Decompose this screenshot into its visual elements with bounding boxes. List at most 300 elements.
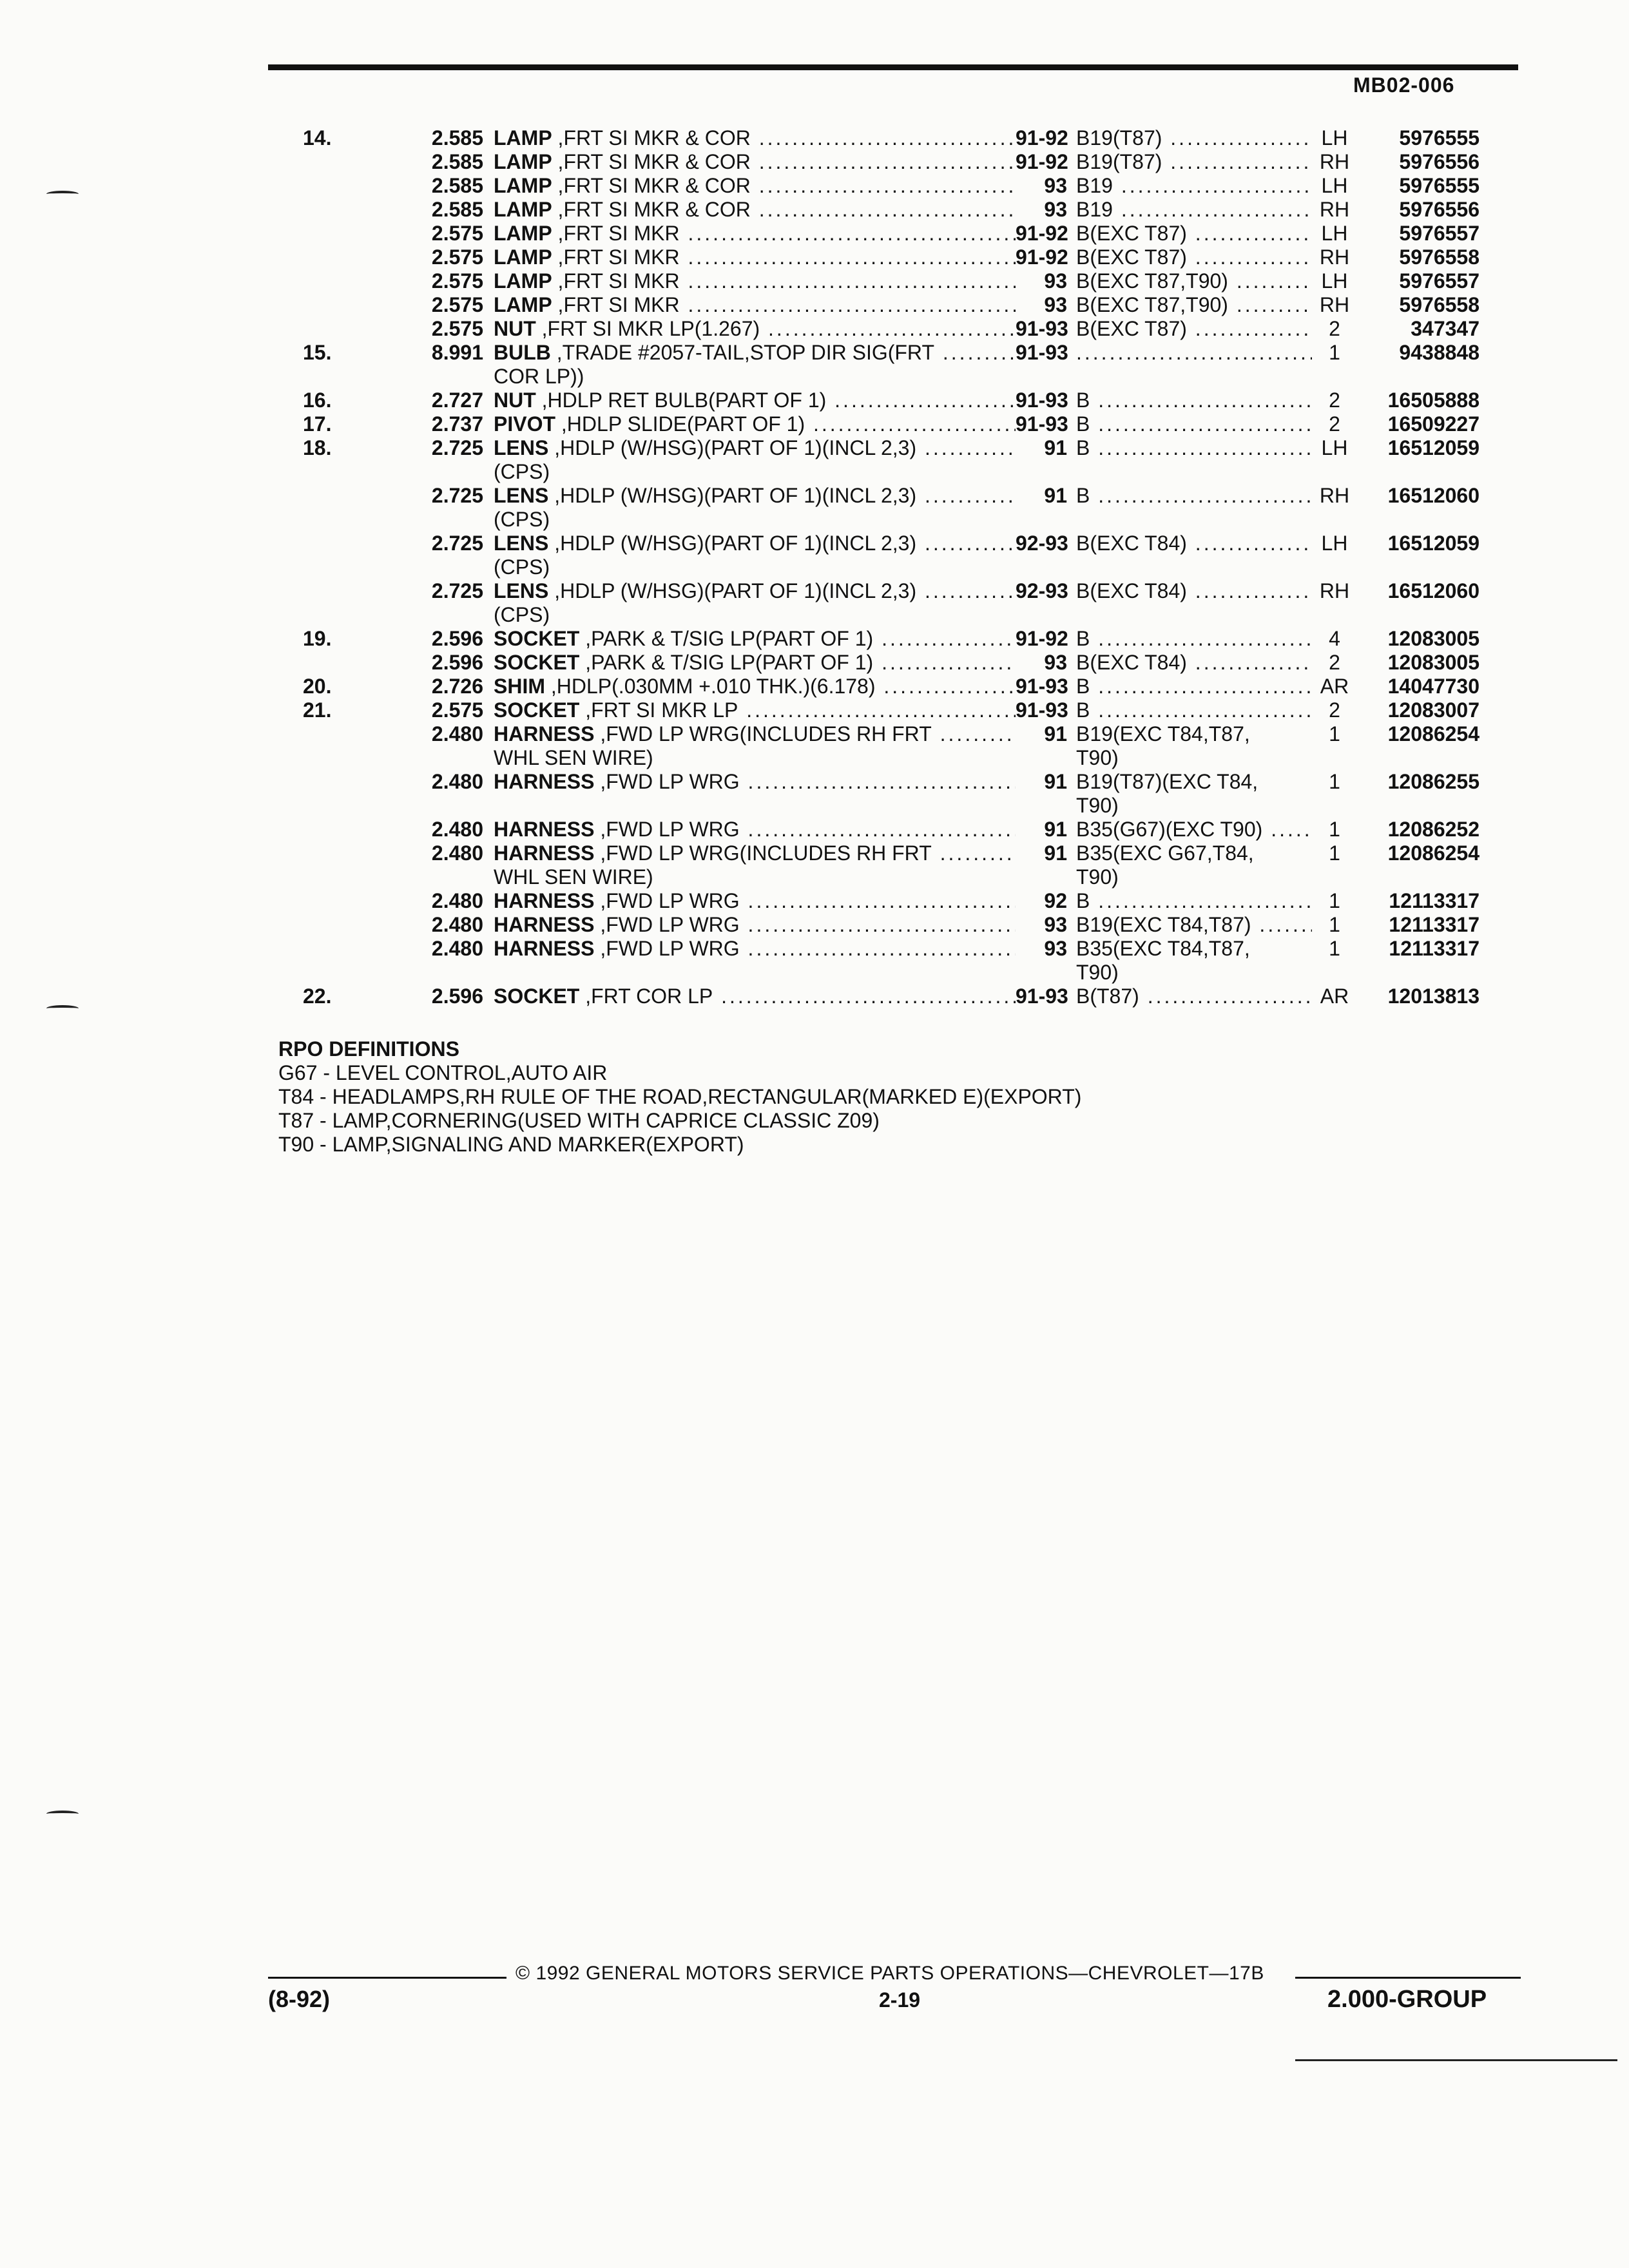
group-number: 2.575 — [431, 269, 483, 293]
part-description — [494, 412, 1016, 436]
model-applicability — [1076, 579, 1312, 603]
model-code: B ..... — [1076, 484, 1312, 508]
group-number: 2.575 — [431, 317, 483, 340]
rpo-title: RPO DEFINITIONS — [278, 1037, 459, 1061]
model-code: B35(G67)(EXC T90) ..... — [1076, 818, 1312, 841]
part-number: 9438848 — [1399, 341, 1480, 364]
part-number: 12086254 — [1387, 841, 1480, 865]
model-applicability — [1076, 818, 1312, 841]
table-row — [303, 627, 1527, 651]
model-code: B19(T87) ..... — [1076, 126, 1312, 150]
margin-mark — [46, 191, 79, 197]
part-detail: ,HDLP(.030MM +.010 THK.)(6.178) — [550, 675, 876, 698]
group-number: 2.737 — [431, 412, 483, 436]
part-number: 347347 — [1411, 317, 1480, 340]
quantity: 1 — [1329, 913, 1340, 936]
table-row — [303, 818, 1527, 841]
quantity: RH — [1319, 245, 1350, 269]
copyright-notice: © 1992 GENERAL MOTORS SERVICE PARTS OPERATIONS—CHEVROLET—17B — [516, 1963, 1264, 1984]
part-description — [494, 317, 1016, 341]
group-number: 2.585 — [431, 150, 483, 173]
part-description — [494, 985, 1016, 1008]
model-applicability — [1076, 436, 1312, 460]
table-row — [303, 722, 1527, 770]
model-code: B ..... — [1076, 889, 1312, 913]
model-years: 91-93 — [1016, 412, 1068, 436]
part-description — [494, 389, 1016, 412]
model-years: 93 — [1044, 174, 1067, 197]
part-number: 5976556 — [1399, 150, 1480, 173]
model-years: 91-93 — [1016, 985, 1068, 1008]
ref-number: 17. — [303, 412, 332, 436]
part-number: 5976558 — [1399, 293, 1480, 316]
ref-number: 14. — [303, 126, 332, 149]
part-description — [494, 675, 1016, 698]
part-description — [494, 436, 1016, 484]
model-years: 91 — [1044, 841, 1067, 865]
part-description — [494, 937, 1016, 961]
group-number: 2.725 — [431, 579, 483, 602]
model-code: B(T87) ..... — [1076, 985, 1312, 1008]
group-number: 2.480 — [431, 818, 483, 841]
quantity: 2 — [1329, 651, 1340, 674]
part-description — [494, 174, 1016, 198]
model-years: 91-93 — [1016, 698, 1068, 722]
parts-table — [303, 126, 1527, 1008]
model-applicability — [1076, 651, 1312, 675]
model-years: 91-92 — [1016, 222, 1068, 245]
part-detail: ,FWD LP WRG — [600, 770, 740, 793]
part-detail: ,HDLP RET BULB(PART OF 1) — [541, 389, 827, 412]
part-detail: ,FRT SI MKR LP(1.267) — [541, 317, 760, 340]
group-number: 2.480 — [431, 913, 483, 936]
part-number: 5976556 — [1399, 198, 1480, 221]
part-name: LAMP — [494, 269, 552, 293]
part-name: PIVOT — [494, 412, 556, 436]
part-number: 12113317 — [1389, 913, 1480, 936]
model-applicability — [1076, 389, 1312, 412]
model-years: 91-92 — [1016, 126, 1068, 149]
model-years: 91-92 — [1016, 627, 1068, 650]
revision-date: (8-92) — [268, 1986, 331, 2012]
part-name: LENS — [494, 484, 549, 507]
ref-number: 21. — [303, 698, 332, 722]
ref-number: 22. — [303, 985, 332, 1008]
model-years: 91-92 — [1016, 150, 1068, 173]
model-code: B ..... — [1076, 627, 1312, 651]
part-name: HARNESS — [494, 913, 595, 936]
part-description — [494, 651, 1016, 675]
quantity: RH — [1319, 198, 1350, 221]
part-name: SOCKET — [494, 985, 580, 1008]
model-years: 91 — [1044, 436, 1067, 459]
part-detail: ,FRT SI MKR & COR — [557, 150, 751, 173]
model-applicability — [1076, 627, 1312, 651]
model-years: 92-93 — [1016, 579, 1068, 602]
model-code: B35(EXC T84,T87, — [1076, 937, 1250, 960]
group-number: 2.585 — [431, 174, 483, 197]
model-applicability — [1076, 174, 1312, 198]
part-number: 12086254 — [1387, 722, 1480, 745]
group-number: 2.480 — [431, 722, 483, 745]
model-code — [1076, 341, 1312, 365]
part-detail: ,FWD LP WRG — [600, 818, 740, 841]
group-number: 2.575 — [431, 293, 483, 316]
part-number: 12086252 — [1387, 818, 1480, 841]
model-years: 93 — [1044, 293, 1067, 316]
part-name: SOCKET — [494, 651, 580, 674]
model-code: B(EXC T84) ..... — [1076, 532, 1312, 555]
part-number: 16512059 — [1387, 532, 1480, 555]
model-applicability — [1076, 245, 1312, 269]
group-number: 2.575 — [431, 698, 483, 722]
table-row — [303, 198, 1527, 222]
model-applicability — [1076, 484, 1312, 508]
model-applicability — [1076, 269, 1312, 293]
model-years: 91-93 — [1016, 341, 1068, 364]
group-number: 2.596 — [431, 985, 483, 1008]
part-detail: ,FWD LP WRG — [600, 913, 740, 936]
quantity: 1 — [1329, 841, 1340, 865]
rpo-item-t90: T90 - LAMP,SIGNALING AND MARKER(EXPORT) — [278, 1133, 744, 1156]
group-number: 8.991 — [431, 341, 483, 364]
part-name: HARNESS — [494, 937, 595, 960]
part-description — [494, 841, 1016, 889]
part-name: LAMP — [494, 174, 552, 197]
table-row — [303, 389, 1527, 412]
part-name: LAMP — [494, 126, 552, 149]
part-description — [494, 722, 1016, 770]
model-code: B19(EXC T84,T87) ..... — [1076, 913, 1312, 937]
table-row — [303, 174, 1527, 198]
part-name: HARNESS — [494, 818, 595, 841]
table-row — [303, 412, 1527, 436]
part-number: 5976557 — [1399, 222, 1480, 245]
group-number: 2.480 — [431, 770, 483, 793]
part-description — [494, 818, 1016, 841]
table-row — [303, 126, 1527, 150]
part-description — [494, 245, 1016, 269]
part-detail-continued: (CPS) — [494, 508, 550, 531]
model-years: 93 — [1044, 269, 1067, 293]
part-number: 5976558 — [1399, 245, 1480, 269]
rpo-item-t87: T87 - LAMP,CORNERING(USED WITH CAPRICE CLASSIC Z09) — [278, 1109, 880, 1132]
quantity: RH — [1319, 579, 1350, 602]
rpo-item-t84: T84 - HEADLAMPS,RH RULE OF THE ROAD,RECTANGULAR(MARKED E)(EXPORT) — [278, 1085, 1082, 1108]
model-applicability — [1076, 698, 1312, 722]
part-description — [494, 150, 1016, 174]
part-detail: ,FWD LP WRG(INCLUDES RH FRT — [600, 722, 932, 745]
ref-number: 15. — [303, 341, 332, 364]
part-detail: ,FWD LP WRG — [600, 937, 740, 960]
quantity: 2 — [1329, 698, 1340, 722]
part-number: 16512060 — [1387, 484, 1480, 507]
model-code: B19(EXC T84,T87, — [1076, 722, 1250, 745]
ref-number: 16. — [303, 389, 332, 412]
model-applicability — [1076, 985, 1312, 1008]
group-number: 2.575 — [431, 222, 483, 245]
model-years: 91 — [1044, 484, 1067, 507]
part-detail: ,TRADE #2057-TAIL,STOP DIR SIG(FRT — [556, 341, 934, 364]
quantity: 1 — [1329, 341, 1340, 364]
rpo-definitions — [278, 1037, 1081, 1157]
model-code: B19(T87) ..... — [1076, 150, 1312, 174]
footer-rule-right — [1295, 1977, 1521, 1979]
part-number: 16509227 — [1387, 412, 1480, 436]
top-rule — [268, 64, 1518, 70]
table-row — [303, 245, 1527, 269]
model-code: B(EXC T84) ..... — [1076, 579, 1312, 603]
part-detail: ,FRT SI MKR — [557, 222, 680, 245]
table-row — [303, 675, 1527, 698]
part-name: LENS — [494, 532, 549, 555]
part-detail: ,FRT SI MKR — [557, 245, 680, 269]
model-code-continued: T90) — [1076, 865, 1119, 889]
quantity: RH — [1319, 150, 1350, 173]
part-name: LAMP — [494, 222, 552, 245]
table-row — [303, 222, 1527, 245]
table-row — [303, 293, 1527, 317]
model-applicability — [1076, 722, 1312, 770]
part-detail: ,FRT SI MKR & COR — [557, 174, 751, 197]
model-code: B ..... — [1076, 436, 1312, 460]
part-number: 12113317 — [1389, 889, 1480, 912]
part-name: SOCKET — [494, 627, 580, 650]
model-applicability — [1076, 126, 1312, 150]
model-years: 91 — [1044, 770, 1067, 793]
model-code: B19 ..... — [1076, 174, 1312, 198]
part-detail: ,FRT SI MKR & COR — [557, 198, 751, 221]
model-applicability — [1076, 317, 1312, 341]
group-number: 2.480 — [431, 889, 483, 912]
model-code: B(EXC T87,T90) ..... — [1076, 293, 1312, 317]
model-applicability — [1076, 293, 1312, 317]
part-name: LAMP — [494, 150, 552, 173]
part-name: HARNESS — [494, 889, 595, 912]
part-number: 12083007 — [1387, 698, 1480, 722]
table-row — [303, 770, 1527, 818]
part-description — [494, 269, 1016, 293]
model-applicability — [1076, 222, 1312, 245]
model-code: B(EXC T87) ..... — [1076, 222, 1312, 245]
table-row — [303, 317, 1527, 341]
page-number: 2-19 — [879, 1988, 921, 2012]
part-number: 12083005 — [1387, 651, 1480, 674]
quantity: AR — [1320, 985, 1349, 1008]
table-row — [303, 985, 1527, 1008]
part-number: 5976557 — [1399, 269, 1480, 293]
part-description — [494, 341, 1016, 389]
part-detail: ,PARK & T/SIG LP(PART OF 1) — [585, 651, 874, 674]
part-description — [494, 126, 1016, 150]
model-applicability — [1076, 913, 1312, 937]
model-years: 91-93 — [1016, 317, 1068, 340]
quantity: 1 — [1329, 937, 1340, 960]
ref-number: 19. — [303, 627, 332, 650]
ref-number: 18. — [303, 436, 332, 459]
model-applicability — [1076, 412, 1312, 436]
part-detail: ,FRT COR LP — [585, 985, 713, 1008]
margin-mark — [46, 1005, 79, 1012]
group-number: 2.727 — [431, 389, 483, 412]
quantity: 2 — [1329, 412, 1340, 436]
part-number: 16512059 — [1387, 436, 1480, 459]
model-applicability — [1076, 937, 1312, 985]
model-code: B(EXC T84) ..... — [1076, 651, 1312, 675]
document-code: MB02-006 — [1353, 73, 1455, 97]
part-description — [494, 532, 1016, 579]
part-detail: ,FRT SI MKR LP — [585, 698, 738, 722]
group-number: 2.726 — [431, 675, 483, 698]
quantity: LH — [1321, 174, 1348, 197]
part-name: SHIM — [494, 675, 545, 698]
quantity: 1 — [1329, 818, 1340, 841]
table-row — [303, 913, 1527, 937]
group-number: 2.596 — [431, 651, 483, 674]
part-name: LENS — [494, 436, 549, 459]
model-applicability — [1076, 532, 1312, 555]
model-years: 91 — [1044, 722, 1067, 745]
quantity: 1 — [1329, 722, 1340, 745]
table-row — [303, 484, 1527, 532]
model-years: 93 — [1044, 651, 1067, 674]
model-code: B35(EXC G67,T84, — [1076, 841, 1254, 865]
model-years: 91-92 — [1016, 245, 1068, 269]
model-applicability — [1076, 889, 1312, 913]
quantity: LH — [1321, 126, 1348, 149]
model-years: 93 — [1044, 937, 1067, 960]
table-row — [303, 937, 1527, 985]
table-row — [303, 269, 1527, 293]
part-name: LENS — [494, 579, 549, 602]
quantity: LH — [1321, 436, 1348, 459]
footer-rule-left — [268, 1977, 506, 1979]
part-detail: ,FWD LP WRG — [600, 889, 740, 912]
group-number: 2.585 — [431, 198, 483, 221]
model-code: B19 ..... — [1076, 198, 1312, 222]
part-detail-continued: COR LP)) — [494, 365, 584, 388]
part-name: HARNESS — [494, 770, 595, 793]
part-detail-continued: (CPS) — [494, 460, 550, 483]
part-name: HARNESS — [494, 841, 595, 865]
part-detail: ,HDLP SLIDE(PART OF 1) — [561, 412, 805, 436]
model-years: 93 — [1044, 913, 1067, 936]
bottom-rule — [1295, 2059, 1617, 2061]
part-detail: ,FRT SI MKR & COR — [557, 126, 751, 149]
part-detail: ,HDLP (W/HSG)(PART OF 1)(INCL 2,3) — [554, 579, 917, 602]
part-description — [494, 698, 1016, 722]
part-detail-continued: (CPS) — [494, 603, 550, 626]
part-description — [494, 579, 1016, 627]
part-number: 5976555 — [1399, 126, 1480, 149]
quantity: RH — [1319, 484, 1350, 507]
group-number: 2.575 — [431, 245, 483, 269]
model-years: 92 — [1044, 889, 1067, 912]
part-description — [494, 222, 1016, 245]
part-detail: ,FWD LP WRG(INCLUDES RH FRT — [600, 841, 932, 865]
table-row — [303, 436, 1527, 484]
part-description — [494, 913, 1016, 937]
quantity: 1 — [1329, 770, 1340, 793]
part-description — [494, 293, 1016, 317]
part-name: LAMP — [494, 198, 552, 221]
part-number: 12013813 — [1387, 985, 1480, 1008]
table-row — [303, 341, 1527, 389]
table-row — [303, 651, 1527, 675]
model-applicability — [1076, 675, 1312, 698]
part-detail: ,FRT SI MKR — [557, 293, 680, 316]
table-row — [303, 698, 1527, 722]
part-description — [494, 770, 1016, 794]
margin-mark — [46, 1811, 79, 1817]
group-label: 2.000-GROUP — [1327, 1986, 1487, 2013]
group-number: 2.725 — [431, 436, 483, 459]
part-number: 12113317 — [1389, 937, 1480, 960]
table-row — [303, 532, 1527, 579]
part-detail: ,HDLP (W/HSG)(PART OF 1)(INCL 2,3) — [554, 532, 917, 555]
part-name: NUT — [494, 389, 536, 412]
quantity: LH — [1321, 222, 1348, 245]
group-number: 2.480 — [431, 937, 483, 960]
part-name: NUT — [494, 317, 536, 340]
group-number: 2.480 — [431, 841, 483, 865]
part-detail: ,FRT SI MKR — [557, 269, 680, 293]
part-name: BULB — [494, 341, 551, 364]
model-years: 93 — [1044, 198, 1067, 221]
part-number: 12086255 — [1387, 770, 1480, 793]
group-number: 2.725 — [431, 532, 483, 555]
ref-number: 20. — [303, 675, 332, 698]
group-number: 2.725 — [431, 484, 483, 507]
table-row — [303, 150, 1527, 174]
model-years: 92-93 — [1016, 532, 1068, 555]
model-code: B(EXC T87,T90) ..... — [1076, 269, 1312, 293]
table-row — [303, 579, 1527, 627]
model-years: 91-93 — [1016, 675, 1068, 698]
model-applicability — [1076, 341, 1312, 365]
model-years: 91-93 — [1016, 389, 1068, 412]
part-name: LAMP — [494, 245, 552, 269]
part-name: HARNESS — [494, 722, 595, 745]
table-row — [303, 841, 1527, 889]
quantity: 2 — [1329, 389, 1340, 412]
quantity: 2 — [1329, 317, 1340, 340]
model-applicability — [1076, 198, 1312, 222]
quantity: 4 — [1329, 627, 1340, 650]
model-code-continued: T90) — [1076, 746, 1119, 769]
part-detail-continued: (CPS) — [494, 555, 550, 579]
model-applicability — [1076, 770, 1312, 818]
part-description — [494, 198, 1016, 222]
part-detail-continued: WHL SEN WIRE) — [494, 746, 653, 769]
group-number: 2.585 — [431, 126, 483, 149]
model-code: B ..... — [1076, 698, 1312, 722]
model-applicability — [1076, 841, 1312, 889]
model-code-continued: T90) — [1076, 961, 1119, 984]
model-years: 91 — [1044, 818, 1067, 841]
part-number: 16505888 — [1387, 389, 1480, 412]
part-detail: ,PARK & T/SIG LP(PART OF 1) — [585, 627, 874, 650]
part-number: 5976555 — [1399, 174, 1480, 197]
part-description — [494, 627, 1016, 651]
table-row — [303, 889, 1527, 913]
part-detail: ,HDLP (W/HSG)(PART OF 1)(INCL 2,3) — [554, 484, 917, 507]
quantity: LH — [1321, 532, 1348, 555]
model-applicability — [1076, 150, 1312, 174]
model-code: B ..... — [1076, 675, 1312, 698]
model-code: B ..... — [1076, 389, 1312, 412]
part-number: 16512060 — [1387, 579, 1480, 602]
